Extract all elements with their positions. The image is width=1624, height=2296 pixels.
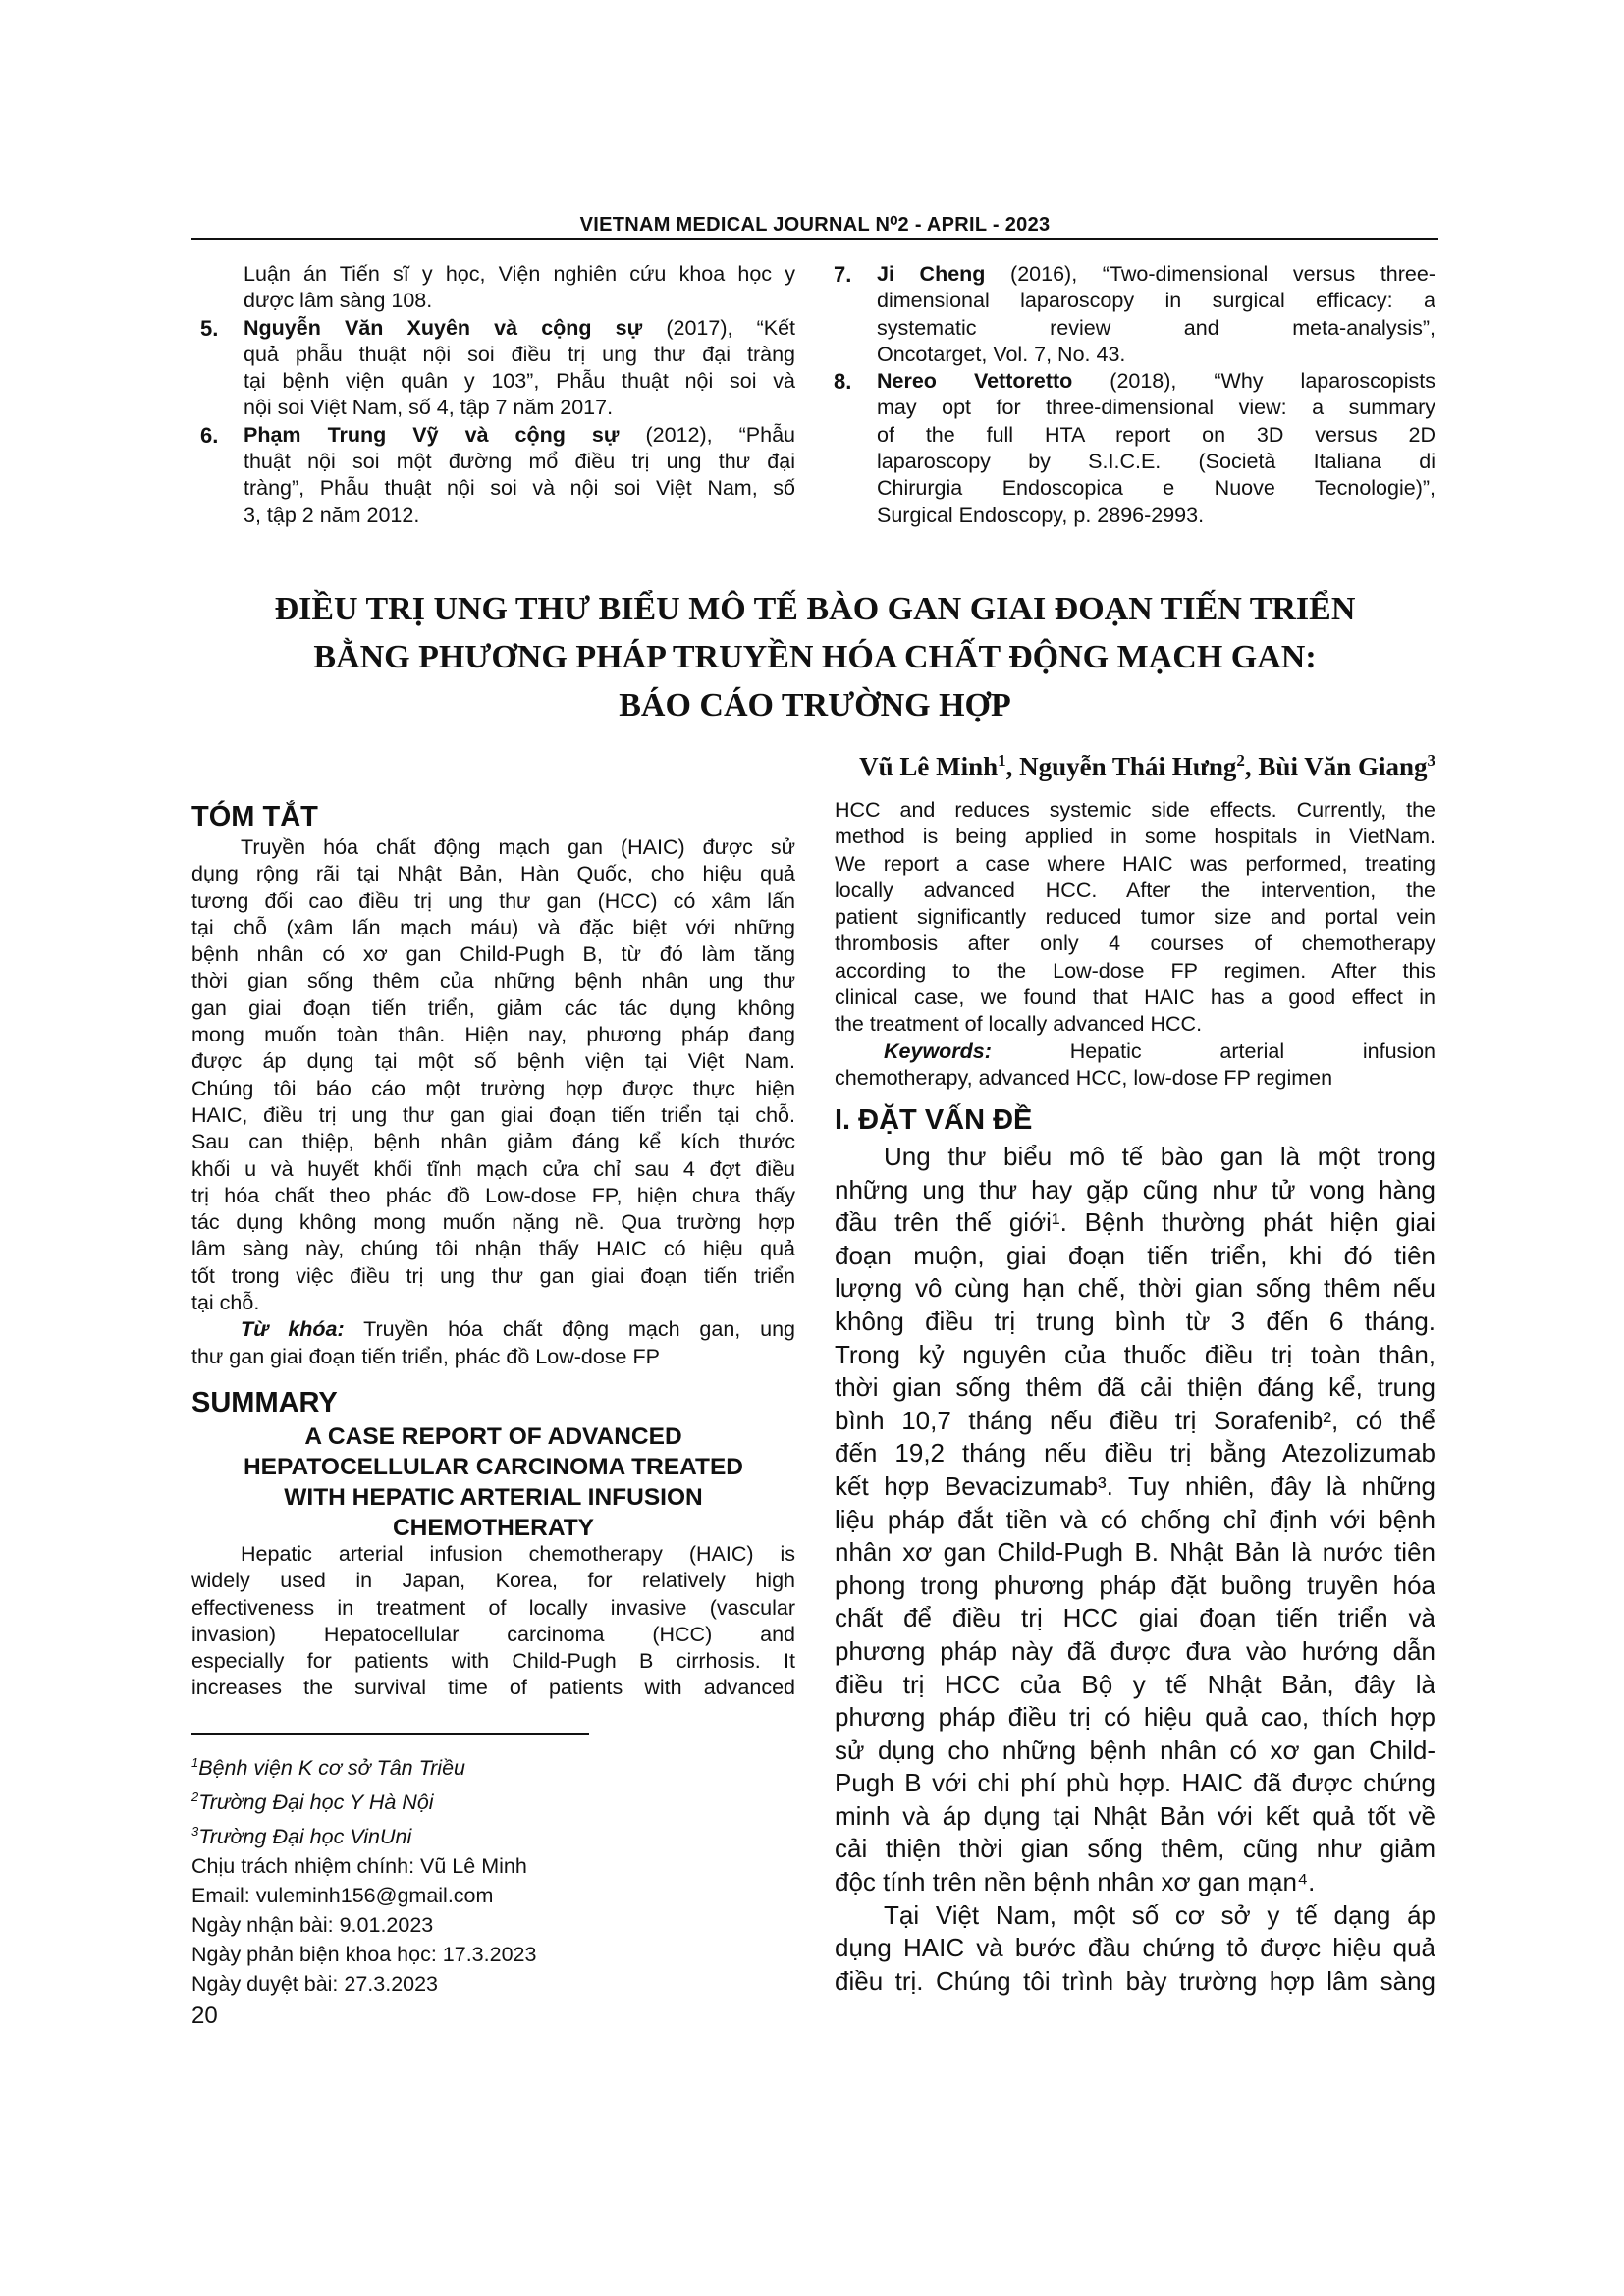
text-line: thư gan giai đoạn tiến triển, phác đồ Low-dose FP	[191, 1344, 660, 1368]
reference-item	[834, 368, 1435, 529]
paragraph	[191, 1316, 795, 1370]
keywords-label: Từ khóa:	[241, 1317, 345, 1342]
text-line: We report a case where HAIC was performed, treating	[835, 851, 1435, 876]
footnotes	[191, 1748, 536, 1999]
text-line: Sau can thiệp, bệnh nhân giảm đáng kể kích thước	[191, 1130, 795, 1154]
reference-author: Ji Cheng	[877, 262, 986, 286]
text-line: chất để điều trị HCC giai đoạn tiến triển và	[835, 1603, 1435, 1633]
reference-number: 6.	[200, 422, 219, 448]
title-line: BẰNG PHƯƠNG PHÁP TRUYỀN HÓA CHẤT ĐỘNG MẠCH GAN:	[313, 639, 1317, 675]
summary-body-col1	[191, 1541, 795, 1702]
text-line: bệnh nhân có xơ gan Child-Pugh B, từ đó làm tăng	[191, 942, 795, 967]
text-line: Tại Việt Nam, một số cơ sở y tế dạng áp	[884, 1899, 1435, 1930]
text-line: method is being applied in some hospitals in VietNam.	[835, 825, 1435, 849]
reference-number: 5.	[200, 315, 219, 341]
affiliation-mark: 2	[191, 1789, 199, 1805]
text-line: dimensional laparoscopy in surgical efficacy: a	[877, 289, 1435, 313]
text-line: tại chỗ (xâm lấn mạch máu) và đặc biệt với những	[191, 915, 795, 939]
text-line: phong trong phương pháp đặt buồng truyền hóa	[835, 1570, 1435, 1600]
author-name: Vũ Lê Minh	[859, 752, 999, 781]
reference-item	[200, 422, 795, 529]
date-reviewed: Ngày phản biện khoa học: 17.3.2023	[191, 1943, 537, 1967]
text-line: Ji Cheng (2016), “Two-dimensional versus three-	[877, 262, 1435, 286]
reference-item	[834, 261, 1435, 368]
text-line: liệu pháp đắt tiền và có chống chỉ định với bệnh	[835, 1504, 1435, 1534]
references-left	[200, 261, 795, 529]
english-title-line: HEPATOCELLULAR CARCINOMA TREATED	[243, 1454, 744, 1480]
text-line: đầu trên thế giới¹. Bệnh thường phát hiện giai	[835, 1207, 1435, 1238]
text-line: tại bệnh viện quân y 103”, Phẫu thuật nội soi và	[244, 369, 795, 394]
affiliation	[191, 1817, 536, 1851]
text-line: tác dụng không mong muốn nặng nề. Qua trường hợp	[191, 1210, 795, 1235]
english-title-line: WITH HEPATIC ARTERIAL INFUSION	[284, 1484, 703, 1511]
affiliation	[191, 1748, 536, 1783]
article-title	[191, 585, 1438, 729]
affiliation-text: Trường Đại học Y Hà Nội	[198, 1790, 434, 1815]
text-line: dược lâm sàng 108.	[244, 289, 433, 313]
text-line: Nguyễn Văn Xuyên và cộng sự (2017), “Kết	[244, 315, 795, 340]
text-line: mong muốn toàn thân. Hiện nay, phương pháp đang	[191, 1023, 795, 1047]
text-line: clinical case, we found that HAIC has a good effect in	[835, 986, 1435, 1010]
text-line: nhân xơ gan Child-Pugh B. Nhật Bản là nước tiên	[835, 1537, 1435, 1568]
text-line: cải thiện thời gian sống thêm, cũng như giảm	[835, 1834, 1435, 1864]
date-accepted: Ngày duyệt bài: 27.3.2023	[191, 1972, 439, 1997]
text-line: phương pháp này đã được đưa vào hướng dẫn	[835, 1635, 1435, 1666]
paragraph	[835, 1899, 1435, 1999]
text-line: tương đối cao điều trị ung thư gan (HCC) có xâm lấn	[191, 888, 795, 913]
text-line: locally advanced HCC. After the intervention, the	[835, 878, 1435, 902]
text-line: đến 19,2 tháng nếu điều trị bằng Atezolizumab	[835, 1438, 1435, 1468]
english-title-line: A CASE REPORT OF ADVANCED	[304, 1423, 682, 1450]
reference-number: 7.	[834, 262, 852, 287]
affiliation-mark: 1	[191, 1755, 199, 1770]
author-separator: ,	[1244, 752, 1259, 781]
affiliation-mark: 3	[191, 1824, 199, 1840]
text-line: Keywords: Hepatic arterial infusion	[884, 1039, 1435, 1063]
header-rule	[191, 238, 1438, 240]
journal-header: VIETNAM MEDICAL JOURNAL N⁰2 - APRIL - 2023	[579, 214, 1051, 236]
references-right	[834, 261, 1435, 529]
text-line: phương pháp điều trị có hiệu quả cao, thích hợp	[835, 1702, 1435, 1733]
paragraph	[835, 1141, 1435, 1899]
text-line: Truyền hóa chất động mạch gan (HAIC) được sử	[241, 835, 795, 859]
text-line: Từ khóa: Truyền hóa chất động mạch gan, ung	[241, 1317, 795, 1342]
text-line: Pugh B với chi phí phù hợp. HAIC đã được chứng	[835, 1768, 1435, 1798]
text-line: invasion) Hepatocellular carcinoma (HCC) and	[191, 1622, 795, 1646]
text-line: tại chỗ.	[191, 1291, 260, 1315]
author-name: Nguyễn Thái Hưng	[1019, 752, 1237, 781]
text-line: không điều trị trung bình từ 3 đến 6 tháng.	[835, 1306, 1435, 1336]
reference-author: Nereo Vettoretto	[877, 369, 1073, 394]
text-line: dụng HAIC và bước đầu chứng tỏ được hiệu quả	[835, 1933, 1435, 1963]
text-line: Phạm Trung Vỹ và cộng sự (2012), “Phẫu	[244, 422, 795, 447]
text-line: Trong kỷ nguyên của thuốc điều trị toàn thân,	[835, 1339, 1435, 1369]
text-line: minh và áp dụng tại Nhật Bản với kết quả tốt về	[835, 1800, 1435, 1831]
text-line: điều trị HCC của Bộ y tế Nhật Bản, đây là	[835, 1669, 1435, 1699]
author-affiliation-mark: 3	[1427, 751, 1435, 770]
reference-author: Phạm Trung Vỹ và cộng sự	[244, 422, 620, 447]
text-line: widely used in Japan, Korea, for relatively high	[191, 1569, 795, 1593]
text-line: laparoscopy by S.I.C.E. (Società Italiana di	[877, 450, 1435, 474]
author-affiliation-mark: 1	[998, 751, 1006, 770]
text-line: kết hợp Bevacizumab³. Tuy nhiên, đây là những	[835, 1470, 1435, 1501]
english-title	[191, 1421, 795, 1543]
text-line: Nereo Vettoretto (2018), “Why laparoscopists	[877, 369, 1435, 394]
keywords-label: Keywords:	[884, 1039, 992, 1063]
date-received: Ngày nhận bài: 9.01.2023	[191, 1913, 434, 1938]
text-line: thời gian sống thêm của những bệnh nhân ung thư	[191, 969, 795, 993]
affiliation-text: Bệnh viện K cơ sở Tân Triều	[198, 1756, 465, 1781]
text-line: especially for patients with Child-Pugh B cirrhosis. It	[191, 1649, 795, 1674]
text-line: the treatment of locally advanced HCC.	[835, 1012, 1203, 1037]
footnote-rule	[191, 1733, 589, 1735]
text-line: được áp dụng tại một số bệnh viện tại Việt Nam.	[191, 1049, 795, 1074]
text-line: lượng vô cùng hạn chế, thời gian sống thêm nếu	[835, 1273, 1435, 1304]
author-name: Bùi Văn Giang	[1258, 752, 1428, 781]
text-line: độc tính trên nền bệnh nhân xơ gan mạn⁴.	[835, 1867, 1316, 1897]
text-line: effectiveness in treatment of locally invasive (vascular	[191, 1595, 795, 1620]
text-line: Oncotarget, Vol. 7, No. 43.	[877, 342, 1126, 366]
page-number: 20	[191, 2002, 218, 2029]
paragraph	[191, 1541, 795, 1702]
paragraph	[191, 834, 795, 1316]
text-line: thời gian sống thêm đã cải thiện đáng kể, trung	[835, 1372, 1435, 1403]
reference-author: Nguyễn Văn Xuyên và cộng sự	[244, 315, 643, 340]
text-line: patient significantly reduced tumor size and portal vein	[835, 905, 1435, 930]
reference-item	[200, 315, 795, 422]
text-line: increases the survival time of patients with advanced	[191, 1676, 795, 1700]
summary-body-col2	[835, 797, 1435, 1092]
paragraph	[835, 1039, 1435, 1093]
summary-heading: SUMMARY	[191, 1387, 338, 1418]
affiliation-text: Trường Đại học VinUni	[198, 1825, 412, 1849]
text-line: thuật nội soi một đường mổ điều trị ung thư đại	[244, 450, 795, 474]
text-line: đoạn muộn, giai đoạn tiến triển, khi đó tiên	[835, 1240, 1435, 1270]
text-line: Chúng tôi báo cáo một trường hợp được thực hiện	[191, 1076, 795, 1100]
text-line: systematic review and meta-analysis”,	[877, 315, 1435, 340]
corresponding-author: Chịu trách nhiệm chính: Vũ Lê Minh	[191, 1854, 527, 1879]
text-line: Hepatic arterial infusion chemotherapy (HAIC) is	[241, 1542, 795, 1566]
english-title-line: CHEMOTHERATY	[392, 1515, 595, 1541]
title-line: ĐIỀU TRỊ UNG THƯ BIỂU MÔ TẾ BÀO GAN GIAI ĐOẠN TIẾN TRIỂN	[274, 591, 1356, 627]
text-line: sử dụng cho những bệnh nhân có xơ gan Child-	[835, 1735, 1435, 1765]
author-list	[859, 751, 1435, 782]
email: Email: vuleminh156@gmail.com	[191, 1884, 494, 1908]
text-line: 3, tập 2 năm 2012.	[244, 503, 420, 527]
text-line: dụng rộng rãi tại Nhật Bản, Hàn Quốc, cho hiệu quả	[191, 862, 795, 886]
text-line: Surgical Endoscopy, p. 2896-2993.	[877, 503, 1205, 527]
text-line: trị hóa chất theo phác đồ Low-dose FP, hiện chưa thấy	[191, 1183, 795, 1207]
text-line: Luận án Tiến sĩ y học, Viện nghiên cứu khoa học y	[244, 262, 795, 286]
text-line: tràng”, Phẫu thuật nội soi và nội soi Việt Nam, số	[244, 476, 795, 501]
text-line: Ung thư biểu mô tế bào gan là một trong	[884, 1142, 1435, 1171]
text-line: bình 10,7 tháng nếu điều trị Sorafenib², có thể	[835, 1405, 1435, 1435]
text-line: quả phẫu thuật nội soi điều trị ung thư đại tràng	[244, 342, 795, 366]
text-line: may opt for three-dimensional view: a summary	[877, 396, 1435, 420]
text-line: nội soi Việt Nam, số 4, tập 7 năm 2017.	[244, 396, 614, 420]
abstract-vi-heading: TÓM TẮT	[191, 801, 318, 832]
text-line: HAIC, điều trị ung thư gan giai đoạn tiến triển tại chỗ.	[191, 1102, 795, 1127]
text-line: gan giai đoạn tiến triển, giảm các tác dụng không	[191, 995, 795, 1020]
text-line: điều trị. Chúng tôi trình bày trường hợp lâm sàng	[835, 1965, 1435, 1996]
text-line: tốt trong việc điều trị ung thư gan giai đoạn tiến triển	[191, 1263, 795, 1288]
title-line: BÁO CÁO TRƯỜNG HỢP	[619, 687, 1011, 723]
text-line: of the full HTA report on 3D versus 2D	[877, 422, 1435, 447]
text-line: lâm sàng này, chúng tôi nhận thấy HAIC có hiệu quả	[191, 1237, 795, 1261]
paragraph	[835, 797, 1435, 1039]
text-line: khối u và huyết khối tĩnh mạch cửa chỉ sau 4 đợt điều	[191, 1156, 795, 1181]
introduction-body	[835, 1141, 1435, 1998]
text-line: HCC and reduces systemic side effects. Currently, the	[835, 798, 1435, 822]
abstract-vi-body	[191, 834, 795, 1370]
text-line: according to the Low-dose FP regimen. After this	[835, 958, 1435, 983]
text-line: chemotherapy, advanced HCC, low-dose FP regimen	[835, 1065, 1333, 1090]
affiliation	[191, 1783, 536, 1817]
introduction-heading: I. ĐẶT VẤN ĐỀ	[835, 1104, 1033, 1136]
reference-item	[244, 261, 795, 315]
text-line: thrombosis after only 4 courses of chemotherapy	[835, 932, 1435, 956]
text-line: Chirurgia Endoscopica e Nuove Tecnologie)”,	[877, 476, 1435, 501]
reference-number: 8.	[834, 369, 852, 395]
author-separator: ,	[1005, 752, 1020, 781]
author-affiliation-mark: 2	[1236, 751, 1245, 770]
text-line: những ung thư hay gặp cũng như tử vong hàng	[835, 1174, 1435, 1204]
